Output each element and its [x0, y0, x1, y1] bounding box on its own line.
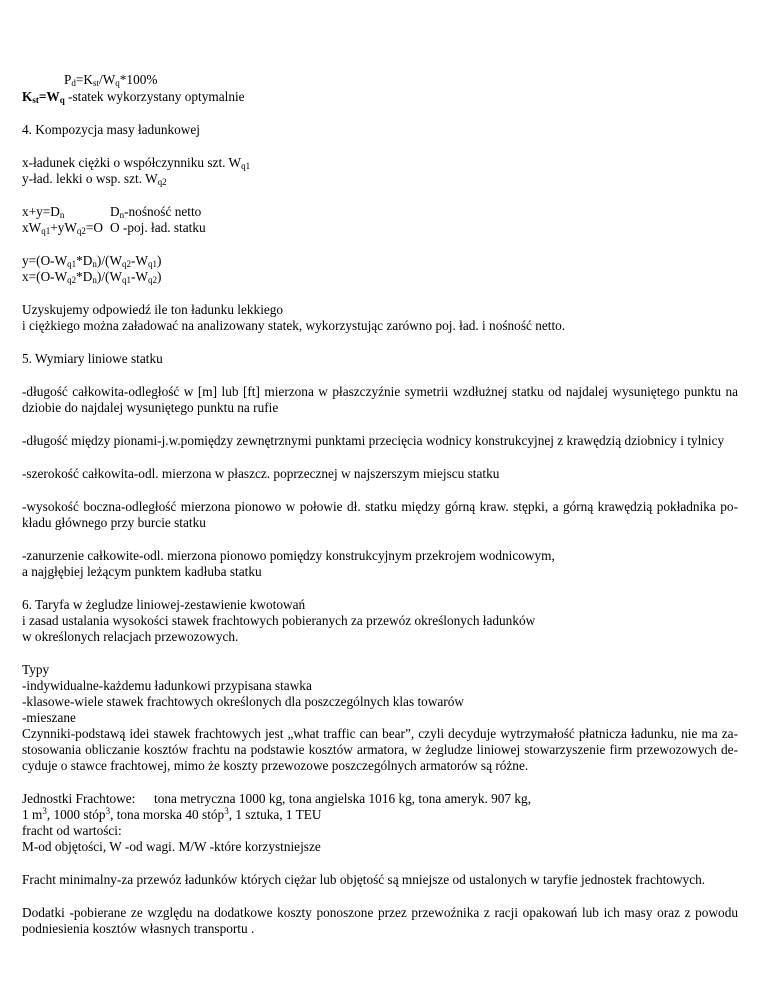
breadth-overall: -szerokość całkowita-odl. mierzona w płaszcz. poprzecznej w najszerszym miejscu statku: [22, 466, 500, 481]
draught-line-2: a najgłębiej leżącym punktem kadłuba statku: [22, 564, 262, 579]
solution-y: $y=(O-W_{q1}*D_n)/(W_{q2}-W_{q1})$: [22, 253, 162, 269]
kst-rest: -statek wykorzystany optymalnie: [64, 89, 245, 104]
factors-line-3: cyduje o stawce frachtowej, mimo że koszty przewozowe poszczególnych armatorów są różne.: [22, 758, 529, 773]
x-definition: x-ładunek ciężki o współczynniku szt. $W_{q1}$: [22, 155, 251, 171]
tariff-intro-line-2: w określonych relacjach przewozowych.: [22, 629, 239, 644]
length-overall-line-1: -długość całkowita-odległość w [m] lub [ft] mierzona w płaszczyźnie symetrii wzdłużnej statku od najdalej wysuniętego punktu na: [22, 384, 738, 399]
freight-units-label: Jednostki Frachtowe:: [22, 791, 136, 806]
minimum-freight: Fracht minimalny-za przewóz ładunków których ciężar lub objętość są mniejsze od ustalonych w taryfie jednostek frachtowych.: [22, 872, 706, 887]
length-between-perpendiculars: -długość między pionami-j.w.pomiędzy zewnętrznymi punktami przecięcia wodnicy konstrukcyjnej z krawędzią dziobnicy i tylnicy: [22, 433, 725, 448]
freight-units-line-1: tona metryczna 1000 kg, tona angielska 1016 kg, tona ameryk. 907 kg,: [154, 791, 532, 806]
equation-2-description: O -poj. ład. statku: [110, 220, 206, 235]
length-overall-line-2: dziobie do najdalej wysuniętego punktu na rufie: [22, 400, 279, 415]
type-class: -klasowe-wiele stawek frachtowych określonych dla poszczególnych klas towarów: [22, 694, 464, 709]
extras-line-1: Dodatki -pobierane ze względu na dodatkowe koszty ponoszone przez przewoźnika z racji opakowań lub ich masy oraz z powodu: [22, 905, 738, 920]
kst-bold: $K_{st}=W_q$: [22, 89, 65, 105]
freight-units-line-4: M-od objętości, W -od wagi. M/W -które korzystniejsze: [22, 839, 321, 854]
depth-line-2: kładu głównego przy burcie statku: [22, 515, 206, 530]
type-individual: -indywidualne-każdemu ładunkowi przypisana stawka: [22, 678, 312, 693]
type-mixed: -mieszane: [22, 710, 76, 725]
y-definition: y-ład. lekki o wsp. szt. $W_{q2}$: [22, 171, 167, 187]
result-line-2: i ciężkiego można załadować na analizowany statek, wykorzystując zarówno poj. ład. i nośność netto.: [22, 318, 566, 333]
equation-1-description: $D_n$-nośność netto: [110, 204, 202, 220]
factors-line-2: stosowania obliczanie kosztów frachtu na podstawie kosztów armatora, w żegludze liniowej stowarzyszenie firm przewozowych de-: [22, 742, 738, 757]
equation-2: $xW_{q1}+yW_{q2}=O$: [22, 220, 104, 236]
draught-line-1: -zanurzenie całkowite-odl. mierzona pionowo pomiędzy konstrukcyjnym przekrojem wodnicowym,: [22, 548, 555, 563]
result-line-1: Uzyskujemy odpowiedź ile ton ładunku lekkiego: [22, 302, 284, 317]
section-5-title: 5. Wymiary liniowe statku: [22, 351, 163, 366]
kst-line: [22, 89, 245, 105]
depth-line-1: -wysokość boczna-odległość mierzona pionowo w połowie dł. statku między górną kraw. stępki, a górną krawędzią pokładnika po-: [22, 499, 738, 514]
freight-units-line-2: 1 $m^3$, 1000 stóp$^3$, tona morska 40 stóp$^3$, 1 sztuka, 1 TEU: [22, 806, 322, 822]
factors-line-1: Czynniki-podstawą idei stawek frachtowych jest „what traffic can bear”, czyli decyduje wytrzymałość płatnicza ładunku, nie ma za-: [22, 726, 738, 741]
tariff-intro-line-1: i zasad ustalania wysokości stawek frachtowych pobieranych za przewóz określonych ładunków: [22, 613, 536, 628]
solution-x: $x=(O-W_{q2}*D_n)/(W_{q1}-W_{q2})$: [22, 269, 162, 285]
equation-1: $x+y=D_n$: [22, 204, 65, 220]
freight-units-line-3: fracht od wartości:: [22, 823, 122, 838]
section-4-title: 4. Kompozycja masy ładunkowej: [22, 122, 200, 137]
extras-line-2: podniesienia kosztów własnych transportu .: [22, 921, 255, 936]
section-6-title: 6. Taryfa w żegludze liniowej-zestawienie kwotowań: [22, 597, 306, 612]
formula-pd: $P_d=K_{st}/W_q*100\%$: [64, 72, 158, 88]
types-heading: Typy: [22, 662, 50, 677]
